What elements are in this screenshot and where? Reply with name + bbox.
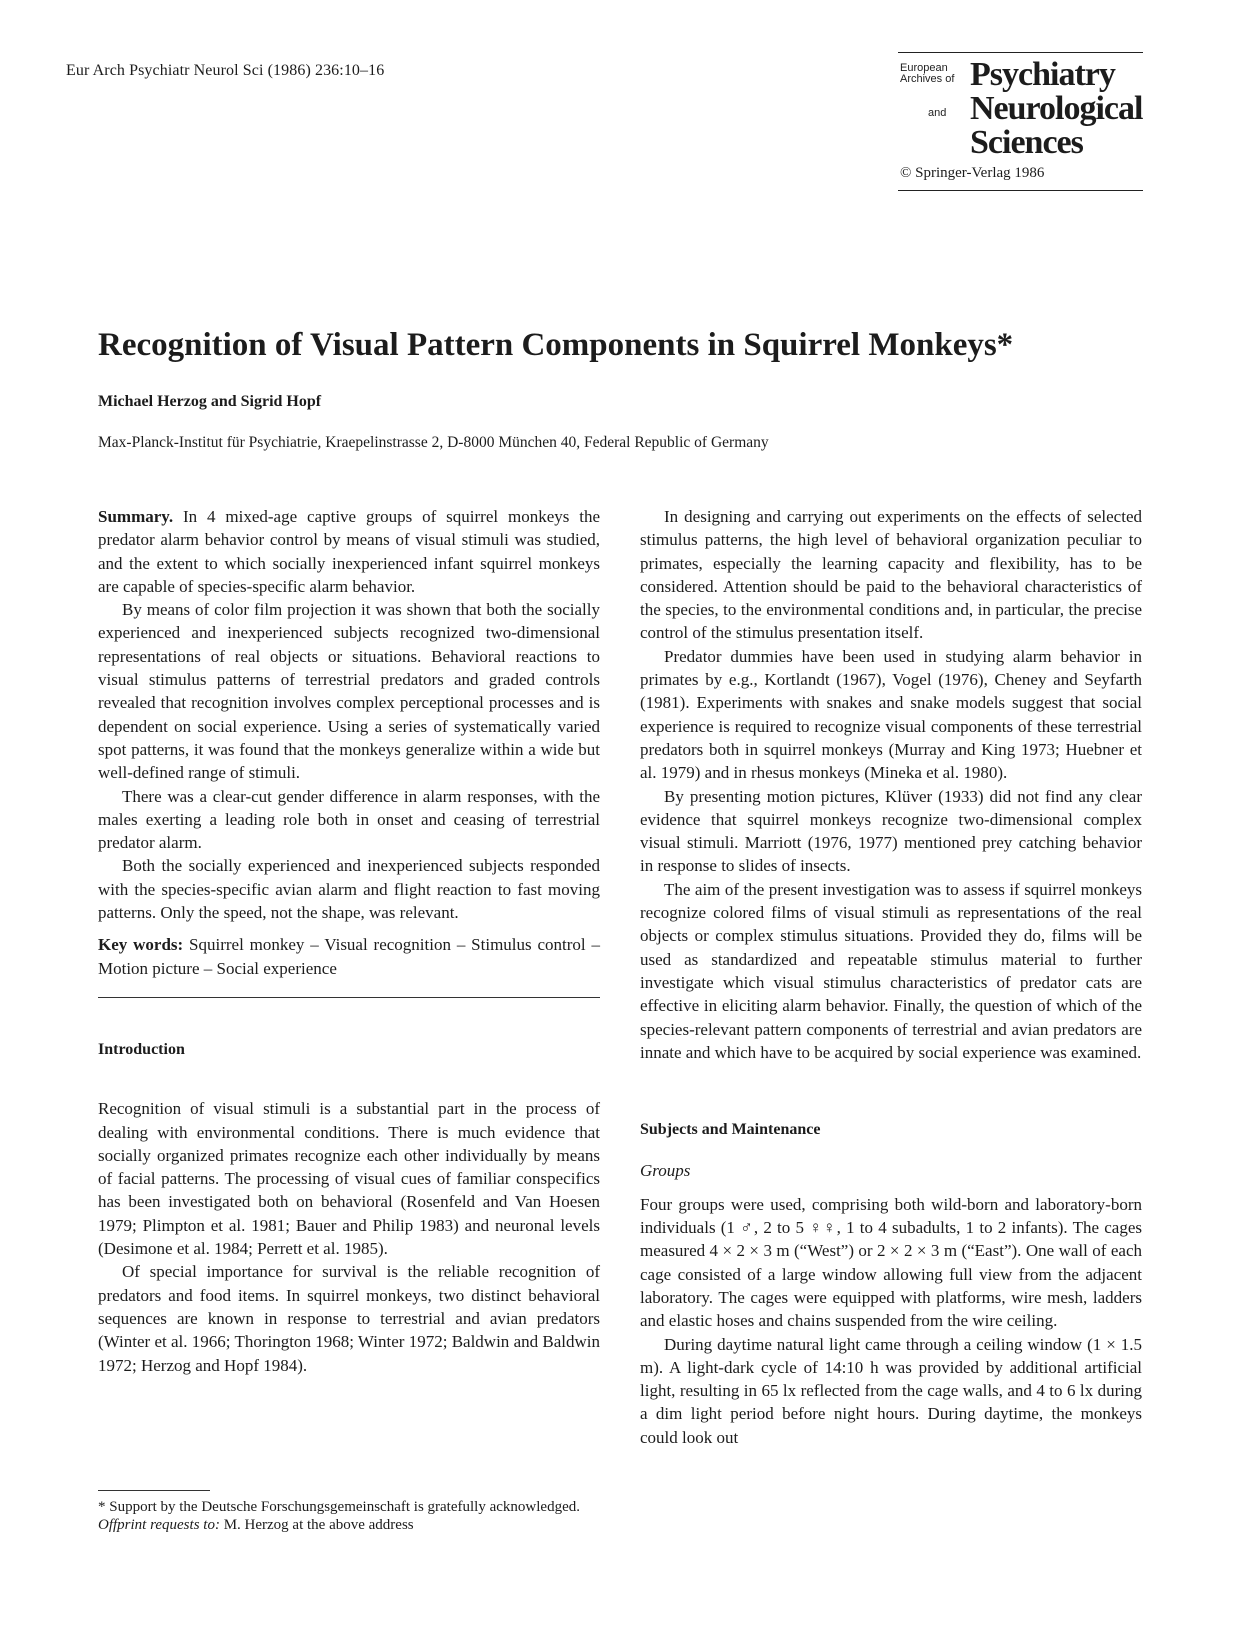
summary-paragraph-4: Both the socially experienced and inexperienced subjects responded with the species-specific avian alarm and flight reaction to fast moving patterns. Only the speed, not the shape, was relevant. bbox=[98, 856, 600, 923]
summary-paragraph-2: By means of color film projection it was shown that both the socially experienced and inexperienced subjects recognized two-dimensional representations of real objects or situations. Behavioral reactions to visual stimulus patterns of terrestrial predators and graded controls revealed that recognition involves complex perceptional processes and is dependent on social experience. Using a series of systematically varied spot patterns, it was found that the monkeys generalize within a wide but well-defined range of stimuli. bbox=[98, 600, 600, 783]
footnotes bbox=[98, 1490, 600, 1534]
masthead-psychiatry: Psychiatry bbox=[970, 56, 1115, 93]
journal-masthead bbox=[898, 52, 1143, 191]
groups-heading: Groups bbox=[640, 1161, 691, 1181]
right-paragraph-1: In designing and carrying out experiments on the effects of selected stimulus patterns, the high level of behavioral organization peculiar to primates, especially the learning capacity and flexibility, has to be considered. Attention should be paid to the behavioral characteristics of the species, to the environmental conditions and, in particular, the precise control of the stimulus presentation itself. bbox=[640, 507, 1142, 643]
running-head: Eur Arch Psychiatr Neurol Sci (1986) 236:10–16 bbox=[66, 62, 385, 79]
section-divider bbox=[98, 997, 600, 998]
right-paragraph-5: Four groups were used, comprising both wild-born and laboratory-born individuals (1 ♂, 2 to 5 ♀♀, 1 to 4 subadults, 1 to 2 infants). The cages measured 4 × 2 × 3 m (“West”) or 2 × 2 × 3 m (“East”). One wall of each cage consisted of a large window allowing full view from the adjacent laboratory. The cages were equipped with platforms, wire mesh, ladders and elastic hoses and chains suspended from the wire ceiling. bbox=[640, 1194, 1142, 1331]
masthead-and: and bbox=[928, 107, 947, 119]
summary-label: Summary. bbox=[98, 507, 174, 526]
subjects-heading: Subjects and Maintenance bbox=[640, 1121, 821, 1139]
right-paragraph-4: The aim of the present investigation was to assess if squirrel monkeys recognize colored films of visual stimuli as representations of the real objects or complex stimulus situations. Provided they do, films will be used as standardized and repeatable stimulus material to further investigate which visual stimulus characteristics of predator cats are effective in eliciting alarm behavior. Finally, the question of which of the species-relevant pattern components of terrestrial and avian predators are innate and which have to be acquired by social experience was examined. bbox=[640, 879, 1142, 1062]
right-paragraph-2: Predator dummies have been used in studying alarm behavior in primates by e.g., Kortlandt (1967), Vogel (1976), Cheney and Seyfarth (1981). Experiments with snakes and snake models suggest that social experience is required to recognize visual components of these terrestrial predators both in squirrel monkeys (Murray and King 1973; Huebner et al. 1979) and in rhesus monkeys (Mineka et al. 1980). bbox=[640, 646, 1142, 783]
right-paragraph-6: During daytime natural light came through a ceiling window (1 × 1.5 m). A light-dark cycle of 14:10 h was provided by additional artificial light, resulting in 65 lx reflected from the cage walls, and 4 to 6 lx during a dim light period before night hours. During daytime, the monkeys could look out bbox=[640, 1334, 1142, 1447]
footnote-offprint: Offprint requests to: M. Herzog at the above address bbox=[98, 1517, 414, 1533]
right-paragraph-3: By presenting motion pictures, Klüver (1933) did not find any clear evidence that squirrel monkeys recognize two-dimensional complex visual stimuli. Marriott (1976, 1977) mentioned prey catching behavior in response to slides of insects. bbox=[640, 786, 1142, 876]
masthead-sciences: Sciences bbox=[970, 124, 1083, 161]
footnote-rule bbox=[98, 1490, 210, 1491]
keywords-label: Key words: bbox=[98, 935, 184, 955]
masthead-neurological: Neurological bbox=[970, 90, 1143, 127]
introduction-heading: Introduction bbox=[98, 1040, 185, 1058]
right-column bbox=[640, 505, 1142, 1449]
left-column bbox=[98, 505, 600, 1377]
masthead-european: European bbox=[900, 62, 948, 74]
masthead-bottom-rule bbox=[898, 190, 1143, 191]
article-authors: Michael Herzog and Sigrid Hopf bbox=[98, 393, 322, 410]
intro-paragraph-2: Of special importance for survival is the reliable recognition of predators and food items. In squirrel monkeys, two distinct behavioral sequences are known in response to terrestrial and avian predators (Winter et al. 1966; Thorington 1968; Winter 1972; Baldwin and Baldwin 1972; Herzog and Hopf 1984). bbox=[98, 1262, 600, 1375]
masthead-archives-of: Archives of bbox=[900, 73, 955, 85]
masthead-copyright: © Springer-Verlag 1986 bbox=[900, 165, 1045, 181]
summary-paragraph-3: There was a clear-cut gender difference in alarm responses, with the males exerting a leading role both in onset and ceasing of terrestrial predator alarm. bbox=[98, 786, 600, 853]
footnote-funding: * Support by the Deutsche Forschungsgemeinschaft is gratefully acknowledged. bbox=[98, 1499, 580, 1515]
article-title: Recognition of Visual Pattern Components in Squirrel Monkeys* bbox=[98, 327, 1014, 364]
masthead-top-rule bbox=[898, 52, 1143, 53]
intro-paragraph-1: Recognition of visual stimuli is a substantial part in the process of dealing with environmental conditions. There is much evidence that socially organized primates recognize each other individually by means of facial patterns. The processing of visual cues of familiar conspecifics has been investigated both on behavioral (Rosenfeld and Van Hoesen 1979; Plimpton et al. 1981; Bauer and Philip 1983) and neuronal levels (Desimone et al. 1984; Perrett et al. 1985). bbox=[98, 1099, 600, 1259]
summary-paragraph: Summary. In 4 mixed-age captive groups of squirrel monkeys the predator alarm behavior control by means of visual stimuli was studied, and the extent to which socially inexperienced infant squirrel monkeys are capable of species-specific alarm behavior. bbox=[98, 507, 601, 596]
keywords: Key words: Squirrel monkey – Visual recognition – Stimulus control – Motion picture – Social experience bbox=[98, 935, 601, 978]
article-affiliation: Max-Planck-Institut für Psychiatrie, Kraepelinstrasse 2, D-8000 München 40, Federal Republic of Germany bbox=[98, 434, 769, 451]
